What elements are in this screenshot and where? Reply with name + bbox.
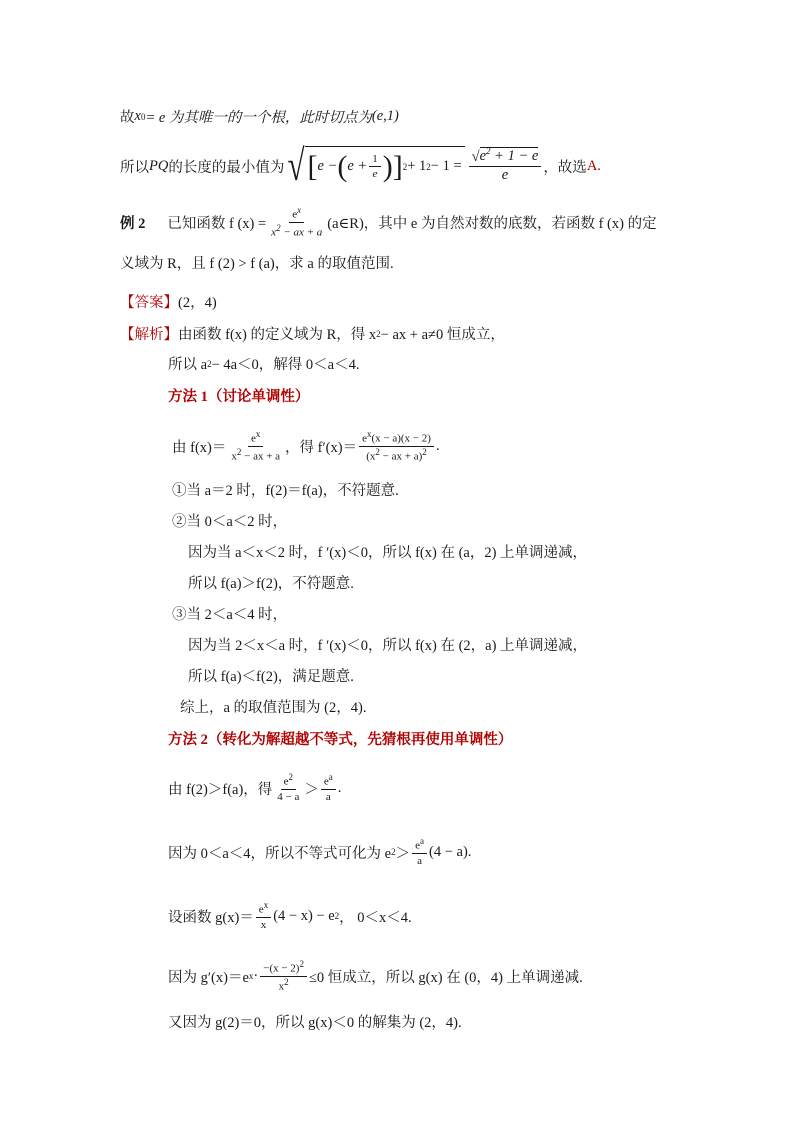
text: e xyxy=(323,775,329,788)
text: 2 xyxy=(334,911,340,921)
text: 2 xyxy=(422,446,427,457)
text: e xyxy=(362,432,367,445)
text: 因为 0＜a＜4，所以不等式可化为 e xyxy=(168,845,392,862)
text: x xyxy=(134,108,141,124)
method-2-step-2 xyxy=(168,832,471,872)
analysis-line-1 xyxy=(120,323,505,344)
answer-label: 【答案】 xyxy=(120,295,178,311)
text: e xyxy=(258,903,264,916)
text: ＞ xyxy=(395,845,411,862)
fraction xyxy=(228,430,283,463)
text: 因为 g′(x)＝e xyxy=(168,969,249,986)
text: . xyxy=(435,437,440,454)
text: e xyxy=(283,775,289,788)
method-1-summary: 综上，a 的取值范围为 (2，4). xyxy=(180,700,367,716)
text: − ax + a xyxy=(241,450,281,463)
text: 2 xyxy=(288,772,294,783)
text: − ax + a) xyxy=(379,450,423,463)
fraction: $\frac{√e^2 + 1 - e}{e}$ xyxy=(469,148,542,185)
text: 2 xyxy=(276,222,281,233)
text: · xyxy=(253,967,259,984)
text: + 1 xyxy=(407,158,427,174)
fraction xyxy=(412,837,427,867)
text: 2 xyxy=(391,847,396,857)
method-2-step-5: 又因为 g(2)＝0，所以 g(x)＜0 的解集为 (2，4). xyxy=(168,1015,462,1031)
example-label: 例 2 xyxy=(120,215,146,232)
text: 4 − a xyxy=(277,790,300,803)
sqrt-expression: √ [ e − ( e + $\frac{1}{e}$ ) ] 2 + 1 2 − 1 = xyxy=(284,146,464,186)
text: 2 xyxy=(284,976,289,987)
text: e xyxy=(415,839,421,852)
text: (4 − x) − e xyxy=(273,907,335,924)
text: 已知函数 f (x) = xyxy=(167,215,267,232)
method-1-case-2a: 因为当 a＜x＜2 时，f ′(x)＜0，所以 f(x) 在 (a，2) 上单调递减， xyxy=(188,545,588,561)
line-pq-min xyxy=(120,140,601,192)
fraction xyxy=(274,773,302,803)
analysis-line-2 xyxy=(168,353,360,374)
answer-line xyxy=(120,291,217,312)
text: e xyxy=(372,168,378,180)
fraction xyxy=(256,901,271,931)
text: x xyxy=(260,918,267,931)
method-1-case-3: ③当 2＜a＜4 时， xyxy=(172,607,288,623)
text: PQ xyxy=(149,157,169,174)
text: 所以 a xyxy=(168,357,208,373)
text: . xyxy=(337,779,342,796)
fraction xyxy=(260,960,307,993)
text: e + xyxy=(347,158,368,174)
text: e xyxy=(479,148,487,165)
fraction xyxy=(359,430,434,463)
text: a xyxy=(417,854,423,867)
text: x xyxy=(278,980,285,993)
fraction xyxy=(268,206,325,239)
method-2-step-4 xyxy=(168,956,583,996)
line-root-statement xyxy=(120,106,399,127)
text: x xyxy=(231,450,237,463)
text: 的长度的最小值为 xyxy=(168,159,285,176)
text: = e 为其唯一的一个根，此时切点为 xyxy=(145,110,372,126)
text: 由 f(2)＞f(a)，得 xyxy=(168,781,273,798)
text: x xyxy=(271,226,277,239)
example-2-line-2 xyxy=(120,252,394,273)
text: x xyxy=(248,971,254,981)
text: 0 xyxy=(140,111,146,122)
text: a xyxy=(325,790,331,803)
example-2-line-1 xyxy=(120,206,657,239)
text: 2 xyxy=(236,446,242,457)
text: a xyxy=(328,772,333,783)
text: 由函数 f(x) 的定义域为 R，得 x xyxy=(178,327,377,343)
text: 2 xyxy=(207,358,212,369)
text: (a∈R)，其中 e 为自然对数的底数，若函数 f (x) 的定 xyxy=(327,215,657,232)
text: e xyxy=(501,167,509,184)
method-2-title: 方法 2（转化为解超越不等式，先猜根再使用单调性） xyxy=(168,732,513,748)
method-1-case-1: ①当 a＝2 时，f(2)＝f(a)，不符题意. xyxy=(172,483,399,499)
text: (x − a)(x − 2) xyxy=(371,432,431,445)
method-1-title: 方法 1（讨论单调性） xyxy=(168,389,310,405)
text: (4 − a). xyxy=(429,843,472,860)
text: x xyxy=(263,900,269,911)
text: 所以 xyxy=(120,159,149,176)
text: − 1 = xyxy=(430,158,462,174)
method-1-case-3b: 所以 f(a)＜f(2)，满足题意. xyxy=(188,669,354,685)
text: 由 f(x)＝ xyxy=(172,439,227,456)
text: x xyxy=(366,428,372,439)
text: A. xyxy=(586,157,601,174)
text: ， 0＜x＜4. xyxy=(339,909,412,926)
text: 义域为 R，且 f (2) > f (a)，求 a 的取值范围. xyxy=(120,256,394,272)
text: e xyxy=(251,432,256,445)
text: 2 xyxy=(375,446,380,457)
text: x xyxy=(255,428,261,439)
text: 设函数 g(x)＝ xyxy=(168,909,254,926)
text: ＞ xyxy=(304,781,319,798)
text: (x xyxy=(366,450,376,463)
text: 1 xyxy=(369,153,381,167)
text: ，得 f′(x)＝ xyxy=(285,439,358,456)
text: − ax + a xyxy=(280,226,323,239)
method-1-derivative xyxy=(172,426,440,466)
fraction xyxy=(321,773,336,803)
text: e xyxy=(292,208,298,221)
text: − 4a＜0，解得 0＜a＜4. xyxy=(211,357,360,373)
text: ，故选 xyxy=(543,159,587,176)
text: 2 xyxy=(426,161,431,172)
text: (e,1) xyxy=(371,108,399,124)
text: e − xyxy=(317,158,338,174)
method-1-case-2: ②当 0＜a＜2 时， xyxy=(172,514,288,530)
text: −(x − 2) xyxy=(263,962,300,975)
text: 2 xyxy=(402,161,408,172)
text: + 1 − e xyxy=(490,148,539,165)
text: ≤0 恒成立，所以 g(x) 在 (0，4) 上单调递减. xyxy=(308,969,583,986)
answer-value: (2，4) xyxy=(178,295,217,311)
text: 故 xyxy=(120,110,135,126)
analysis-label: 【解析】 xyxy=(120,327,178,343)
text: 2 xyxy=(486,146,491,157)
method-1-case-3a: 因为当 2＜x＜a 时，f ′(x)＜0，所以 f(x) 在 (2，a) 上单调递减， xyxy=(188,638,588,654)
method-2-step-1 xyxy=(168,768,341,808)
text: 2 xyxy=(376,328,381,339)
text: − ax + a≠0 恒成立， xyxy=(380,327,505,343)
method-2-step-3 xyxy=(168,896,412,936)
method-1-case-2b: 所以 f(a)＞f(2)，不符题意. xyxy=(188,576,354,592)
text: 2 xyxy=(299,958,304,969)
text: x xyxy=(297,205,302,215)
text: a xyxy=(420,836,425,847)
